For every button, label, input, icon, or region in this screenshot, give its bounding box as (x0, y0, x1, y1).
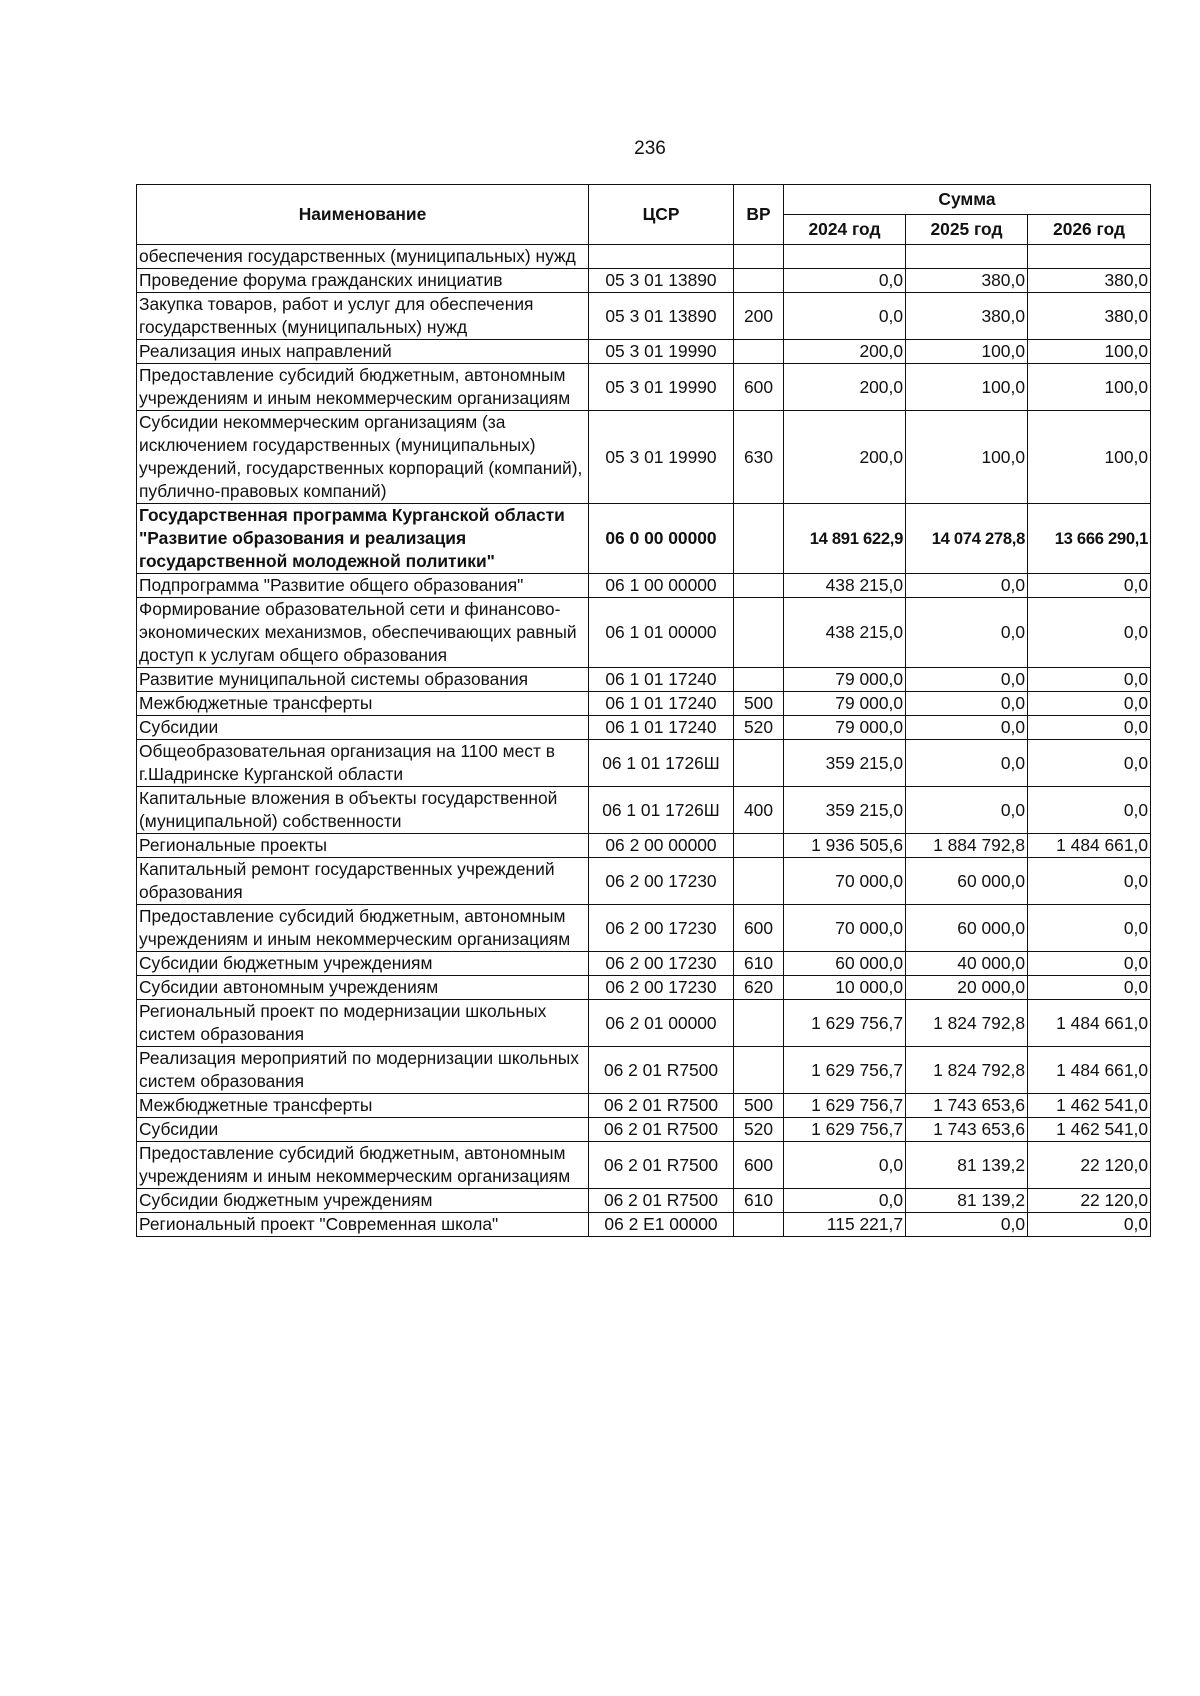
row-vr: 600 (734, 364, 784, 411)
row-csr: 06 0 00 00000 (589, 504, 734, 574)
row-sum-2025: 1 824 792,8 (906, 1047, 1028, 1094)
row-vr: 610 (734, 1189, 784, 1213)
header-year-2024: 2024 год (784, 215, 906, 245)
row-sum-2024: 200,0 (784, 340, 906, 364)
row-sum-2024: 200,0 (784, 364, 906, 411)
table-row (137, 1047, 1151, 1094)
row-vr: 630 (734, 411, 784, 504)
row-vr (734, 269, 784, 293)
row-name: Субсидии бюджетным учреждениям (137, 952, 589, 976)
table-row (137, 716, 1151, 740)
row-name: Развитие муниципальной системы образования (137, 668, 589, 692)
row-sum-2026: 22 120,0 (1028, 1189, 1151, 1213)
table-row (137, 364, 1151, 411)
row-csr: 05 3 01 13890 (589, 269, 734, 293)
row-sum-2026: 1 462 541,0 (1028, 1118, 1151, 1142)
row-sum-2024: 0,0 (784, 269, 906, 293)
table-row (137, 574, 1151, 598)
row-csr: 06 2 01 R7500 (589, 1189, 734, 1213)
row-vr (734, 858, 784, 905)
row-vr (734, 1213, 784, 1237)
row-sum-2026: 1 462 541,0 (1028, 1094, 1151, 1118)
table-row (137, 952, 1151, 976)
row-sum-2026: 0,0 (1028, 740, 1151, 787)
row-sum-2026: 1 484 661,0 (1028, 1000, 1151, 1047)
row-vr (734, 1047, 784, 1094)
table-header (137, 185, 1151, 245)
table-row (137, 1189, 1151, 1213)
row-sum-2026: 22 120,0 (1028, 1142, 1151, 1189)
row-sum-2025: 60 000,0 (906, 905, 1028, 952)
row-name: Межбюджетные трансферты (137, 1094, 589, 1118)
row-sum-2025: 81 139,2 (906, 1142, 1028, 1189)
table-row (137, 1094, 1151, 1118)
row-csr: 06 2 00 17230 (589, 952, 734, 976)
table-row (137, 1118, 1151, 1142)
row-name: Субсидии автономным учреждениям (137, 976, 589, 1000)
row-sum-2025: 14 074 278,8 (906, 504, 1028, 574)
row-name: Субсидии некоммерческим организациям (за исключением государственных (муниципальных) учреждений, государственных корпораций (компаний), публично-правовых компаний) (137, 411, 589, 504)
row-vr (734, 574, 784, 598)
table-row (137, 269, 1151, 293)
row-csr: 05 3 01 19990 (589, 411, 734, 504)
row-sum-2025: 1 743 653,6 (906, 1094, 1028, 1118)
row-sum-2025: 0,0 (906, 787, 1028, 834)
row-csr: 06 2 00 17230 (589, 976, 734, 1000)
table-row (137, 976, 1151, 1000)
row-csr: 06 2 E1 00000 (589, 1213, 734, 1237)
row-sum-2025 (906, 245, 1028, 269)
row-name: Закупка товаров, работ и услуг для обеспечения государственных (муниципальных) нужд (137, 293, 589, 340)
row-sum-2024: 359 215,0 (784, 787, 906, 834)
row-vr: 500 (734, 1094, 784, 1118)
row-sum-2024: 79 000,0 (784, 668, 906, 692)
row-vr: 620 (734, 976, 784, 1000)
row-sum-2025: 0,0 (906, 716, 1028, 740)
row-sum-2025: 0,0 (906, 740, 1028, 787)
row-sum-2025: 0,0 (906, 598, 1028, 668)
row-name: Предоставление субсидий бюджетным, автономным учреждениям и иным некоммерческим организациям (137, 364, 589, 411)
row-sum-2025: 380,0 (906, 293, 1028, 340)
row-csr: 06 1 01 00000 (589, 598, 734, 668)
row-sum-2026: 1 484 661,0 (1028, 1047, 1151, 1094)
row-sum-2025: 380,0 (906, 269, 1028, 293)
row-sum-2025: 0,0 (906, 692, 1028, 716)
table-row (137, 858, 1151, 905)
page-number: 236 (634, 138, 666, 159)
row-sum-2026: 100,0 (1028, 411, 1151, 504)
header-year-2026: 2026 год (1028, 215, 1151, 245)
row-vr (734, 1000, 784, 1047)
row-csr: 06 1 01 17240 (589, 692, 734, 716)
row-sum-2026: 0,0 (1028, 598, 1151, 668)
row-csr: 06 1 01 1726Ш (589, 787, 734, 834)
row-csr: 06 1 00 00000 (589, 574, 734, 598)
row-vr (734, 598, 784, 668)
header-name: Наименование (137, 185, 589, 245)
row-sum-2025: 1 743 653,6 (906, 1118, 1028, 1142)
row-csr: 06 2 00 17230 (589, 858, 734, 905)
row-name: Региональные проекты (137, 834, 589, 858)
header-year-2025: 2025 год (906, 215, 1028, 245)
row-name: Межбюджетные трансферты (137, 692, 589, 716)
row-sum-2026: 100,0 (1028, 364, 1151, 411)
row-name: Реализация иных направлений (137, 340, 589, 364)
table-row (137, 1213, 1151, 1237)
table-row (137, 905, 1151, 952)
row-sum-2024: 0,0 (784, 1142, 906, 1189)
row-vr (734, 340, 784, 364)
row-vr: 520 (734, 1118, 784, 1142)
table-row (137, 787, 1151, 834)
row-vr (734, 668, 784, 692)
row-sum-2025: 20 000,0 (906, 976, 1028, 1000)
row-csr: 06 2 01 00000 (589, 1000, 734, 1047)
row-sum-2025: 100,0 (906, 364, 1028, 411)
row-sum-2026: 0,0 (1028, 952, 1151, 976)
table-row (137, 834, 1151, 858)
row-csr: 06 2 01 R7500 (589, 1094, 734, 1118)
row-sum-2024: 1 629 756,7 (784, 1000, 906, 1047)
table-row (137, 668, 1151, 692)
row-vr: 600 (734, 1142, 784, 1189)
row-sum-2024: 1 629 756,7 (784, 1047, 906, 1094)
row-sum-2026 (1028, 245, 1151, 269)
row-sum-2024: 1 936 505,6 (784, 834, 906, 858)
row-sum-2026: 0,0 (1028, 1213, 1151, 1237)
row-sum-2024: 438 215,0 (784, 574, 906, 598)
row-sum-2026: 380,0 (1028, 269, 1151, 293)
row-sum-2026: 0,0 (1028, 905, 1151, 952)
row-vr: 400 (734, 787, 784, 834)
row-name: Региональный проект по модернизации школьных систем образования (137, 1000, 589, 1047)
row-name: Государственная программа Курганской области "Развитие образования и реализация государственной молодежной политики" (137, 504, 589, 574)
row-sum-2026: 0,0 (1028, 716, 1151, 740)
row-sum-2024: 200,0 (784, 411, 906, 504)
row-name: Реализация мероприятий по модернизации школьных систем образования (137, 1047, 589, 1094)
row-vr: 520 (734, 716, 784, 740)
row-csr: 06 2 01 R7500 (589, 1047, 734, 1094)
row-vr: 200 (734, 293, 784, 340)
row-sum-2025: 40 000,0 (906, 952, 1028, 976)
row-name: Проведение форума гражданских инициатив (137, 269, 589, 293)
table-row (137, 1000, 1151, 1047)
row-name: Региональный проект "Современная школа" (137, 1213, 589, 1237)
row-csr: 06 2 00 00000 (589, 834, 734, 858)
row-sum-2026: 1 484 661,0 (1028, 834, 1151, 858)
row-name: Субсидии (137, 716, 589, 740)
row-name: Подпрограмма "Развитие общего образования" (137, 574, 589, 598)
row-csr: 06 1 01 1726Ш (589, 740, 734, 787)
row-csr (589, 245, 734, 269)
row-sum-2024: 1 629 756,7 (784, 1094, 906, 1118)
row-vr (734, 504, 784, 574)
row-sum-2026: 0,0 (1028, 692, 1151, 716)
table-row (137, 245, 1151, 269)
row-sum-2024: 70 000,0 (784, 858, 906, 905)
row-sum-2025: 0,0 (906, 574, 1028, 598)
row-name: Субсидии (137, 1118, 589, 1142)
row-sum-2025: 100,0 (906, 411, 1028, 504)
row-csr: 06 2 01 R7500 (589, 1142, 734, 1189)
row-vr (734, 834, 784, 858)
row-sum-2024: 115 221,7 (784, 1213, 906, 1237)
row-sum-2025: 1 884 792,8 (906, 834, 1028, 858)
row-sum-2025: 0,0 (906, 668, 1028, 692)
table-row (137, 504, 1151, 574)
row-vr: 500 (734, 692, 784, 716)
row-csr: 05 3 01 19990 (589, 340, 734, 364)
row-sum-2025: 81 139,2 (906, 1189, 1028, 1213)
row-sum-2026: 100,0 (1028, 340, 1151, 364)
row-sum-2026: 380,0 (1028, 293, 1151, 340)
row-csr: 06 1 01 17240 (589, 668, 734, 692)
row-vr (734, 245, 784, 269)
row-sum-2025: 60 000,0 (906, 858, 1028, 905)
row-csr: 05 3 01 13890 (589, 293, 734, 340)
row-vr (734, 740, 784, 787)
row-name: Субсидии бюджетным учреждениям (137, 1189, 589, 1213)
row-sum-2025: 100,0 (906, 340, 1028, 364)
row-sum-2024: 1 629 756,7 (784, 1118, 906, 1142)
row-csr: 06 1 01 17240 (589, 716, 734, 740)
row-name: Капитальные вложения в объекты государственной (муниципальной) собственности (137, 787, 589, 834)
budget-table (136, 184, 1151, 1237)
row-name: Формирование образовательной сети и финансово-экономических механизмов, обеспечивающих равный доступ к услугам общего образования (137, 598, 589, 668)
row-sum-2026: 0,0 (1028, 858, 1151, 905)
row-sum-2024: 0,0 (784, 1189, 906, 1213)
row-name: Предоставление субсидий бюджетным, автономным учреждениям и иным некоммерческим организациям (137, 1142, 589, 1189)
header-sum: Сумма (784, 185, 1151, 215)
row-csr: 05 3 01 19990 (589, 364, 734, 411)
row-csr: 06 2 00 17230 (589, 905, 734, 952)
row-sum-2024: 0,0 (784, 293, 906, 340)
row-sum-2024: 79 000,0 (784, 716, 906, 740)
table-row (137, 692, 1151, 716)
row-sum-2026: 0,0 (1028, 787, 1151, 834)
row-name: обеспечения государственных (муниципальных) нужд (137, 245, 589, 269)
row-name: Предоставление субсидий бюджетным, автономным учреждениям и иным некоммерческим организациям (137, 905, 589, 952)
row-sum-2024: 60 000,0 (784, 952, 906, 976)
row-sum-2024: 14 891 622,9 (784, 504, 906, 574)
row-csr: 06 2 01 R7500 (589, 1118, 734, 1142)
header-csr: ЦСР (589, 185, 734, 245)
row-sum-2026: 0,0 (1028, 668, 1151, 692)
table-row (137, 340, 1151, 364)
row-sum-2024: 10 000,0 (784, 976, 906, 1000)
row-sum-2024: 359 215,0 (784, 740, 906, 787)
row-name: Общеобразовательная организация на 1100 мест в г.Шадринске Курганской области (137, 740, 589, 787)
row-vr: 600 (734, 905, 784, 952)
table-row (137, 598, 1151, 668)
row-sum-2026: 0,0 (1028, 574, 1151, 598)
row-sum-2026: 13 666 290,1 (1028, 504, 1151, 574)
table-row (137, 293, 1151, 340)
table-row (137, 740, 1151, 787)
row-vr: 610 (734, 952, 784, 976)
table-row (137, 1142, 1151, 1189)
row-sum-2024 (784, 245, 906, 269)
row-sum-2025: 0,0 (906, 1213, 1028, 1237)
row-sum-2024: 79 000,0 (784, 692, 906, 716)
table-body (137, 245, 1151, 1237)
table-row (137, 411, 1151, 504)
row-sum-2026: 0,0 (1028, 976, 1151, 1000)
header-vr: ВР (734, 185, 784, 245)
row-sum-2025: 1 824 792,8 (906, 1000, 1028, 1047)
row-sum-2024: 70 000,0 (784, 905, 906, 952)
row-name: Капитальный ремонт государственных учреждений образования (137, 858, 589, 905)
row-sum-2024: 438 215,0 (784, 598, 906, 668)
